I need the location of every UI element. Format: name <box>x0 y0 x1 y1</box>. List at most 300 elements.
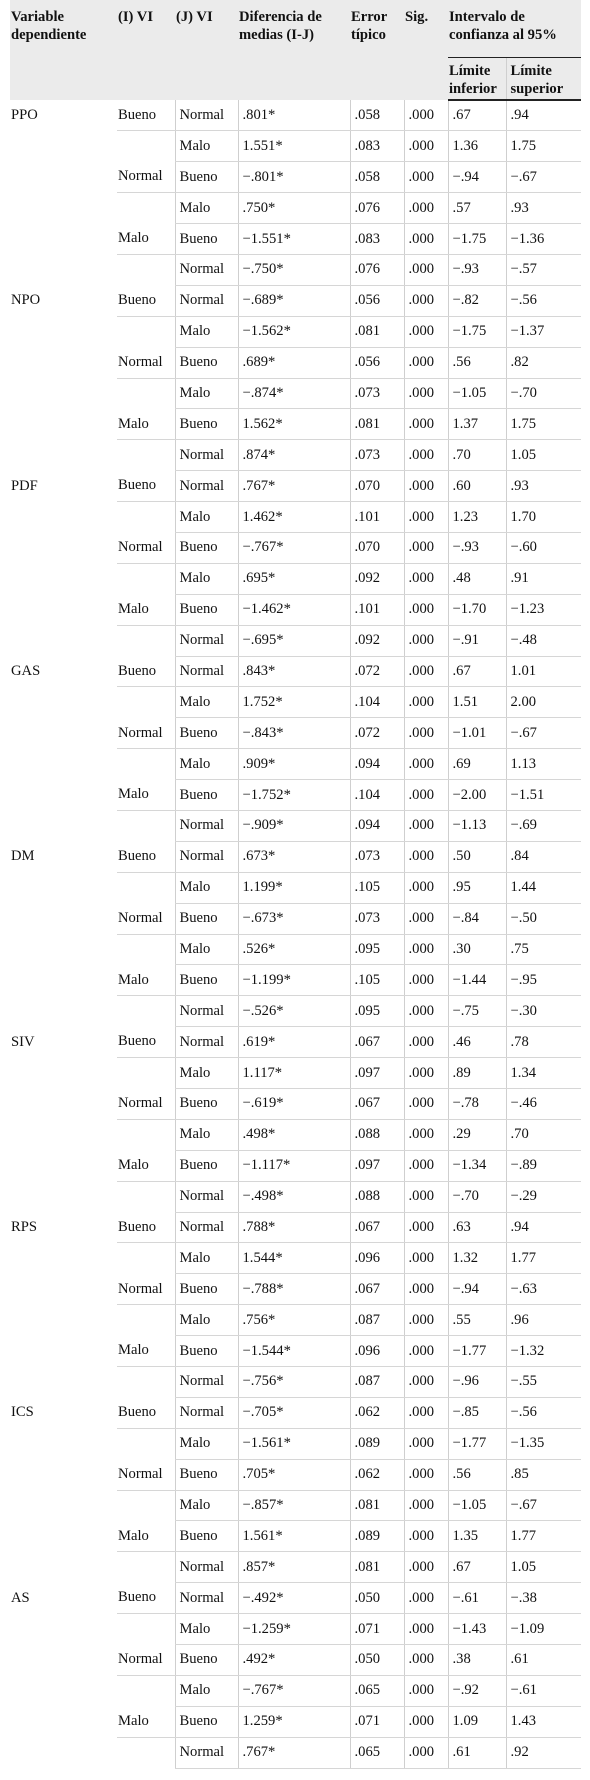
cell-j-vi: Malo <box>175 316 238 347</box>
cell-significance: .000 <box>404 1119 448 1150</box>
cell-significance: .000 <box>404 1181 448 1212</box>
cell-upper-limit: .82 <box>506 347 581 378</box>
cell-standard-error: .081 <box>350 1490 404 1521</box>
cell-i-vi <box>117 502 175 533</box>
cell-j-vi: Normal <box>175 1027 238 1058</box>
cell-lower-limit: −.82 <box>448 285 506 316</box>
cell-variable <box>10 532 117 563</box>
cell-upper-limit: −.30 <box>506 996 581 1027</box>
cell-significance: .000 <box>404 1675 448 1706</box>
cell-j-vi: Malo <box>175 1675 238 1706</box>
cell-mean-difference: −.705* <box>238 1397 350 1428</box>
cell-variable: SIV <box>11 1033 35 1050</box>
table-row <box>10 1243 581 1274</box>
cell-upper-limit: −1.09 <box>506 1614 581 1645</box>
table-row <box>10 224 581 255</box>
cell-i-vi <box>117 1675 175 1706</box>
cell-j-vi: Bueno <box>175 718 238 749</box>
cell-significance: .000 <box>404 1150 448 1181</box>
cell-significance: .000 <box>404 563 448 594</box>
cell-mean-difference: .857* <box>238 1552 350 1583</box>
cell-variable <box>10 378 117 409</box>
cell-significance: .000 <box>404 594 448 625</box>
table-row <box>10 471 581 502</box>
cell-significance: .000 <box>404 718 448 749</box>
cell-mean-difference: −.857* <box>238 1490 350 1521</box>
cell-mean-difference: 1.544* <box>238 1243 350 1274</box>
cell-upper-limit: −.67 <box>506 1490 581 1521</box>
cell-upper-limit: 1.05 <box>506 440 581 471</box>
cell-lower-limit: .29 <box>448 1119 506 1150</box>
cell-lower-limit: 1.37 <box>448 409 506 440</box>
cell-upper-limit: .84 <box>506 841 581 872</box>
cell-lower-limit: .38 <box>448 1645 506 1676</box>
cell-j-vi: Normal <box>175 656 238 687</box>
cell-standard-error: .104 <box>350 780 404 811</box>
table-row <box>10 1274 581 1305</box>
cell-lower-limit: .67 <box>448 100 506 131</box>
cell-mean-difference: .498* <box>238 1119 350 1150</box>
cell-lower-limit: −1.75 <box>448 224 506 255</box>
cell-i-vi: Malo <box>117 409 175 440</box>
cell-j-vi: Bueno <box>175 594 238 625</box>
cell-mean-difference: .767* <box>238 471 350 502</box>
cell-i-vi <box>117 131 175 162</box>
cell-significance: .000 <box>404 1397 448 1428</box>
table-row <box>10 347 581 378</box>
cell-variable <box>10 718 117 749</box>
table-row <box>10 378 581 409</box>
table-row <box>10 1305 581 1336</box>
cell-variable <box>10 502 117 533</box>
cell-i-vi <box>117 1552 175 1583</box>
table-body <box>10 100 581 1768</box>
cell-significance: .000 <box>404 625 448 656</box>
cell-upper-limit: 1.70 <box>506 502 581 533</box>
cell-lower-limit: −1.70 <box>448 594 506 625</box>
cell-lower-limit: −.91 <box>448 625 506 656</box>
cell-mean-difference: .801* <box>238 100 350 131</box>
cell-i-vi <box>117 996 175 1027</box>
cell-mean-difference: −.526* <box>238 996 350 1027</box>
cell-upper-limit: −1.35 <box>506 1428 581 1459</box>
cell-lower-limit: .50 <box>448 841 506 872</box>
cell-significance: .000 <box>404 1367 448 1398</box>
cell-standard-error: .072 <box>350 718 404 749</box>
cell-lower-limit: 1.51 <box>448 687 506 718</box>
cell-standard-error: .050 <box>350 1645 404 1676</box>
table-row <box>10 285 581 316</box>
cell-i-vi <box>117 378 175 409</box>
cell-upper-limit: −.67 <box>506 718 581 749</box>
cell-i-vi <box>117 934 175 965</box>
cell-significance: .000 <box>404 378 448 409</box>
cell-standard-error: .097 <box>350 1150 404 1181</box>
cell-j-vi: Malo <box>175 1058 238 1089</box>
cell-standard-error: .065 <box>350 1737 404 1768</box>
cell-j-vi: Normal <box>175 1552 238 1583</box>
cell-j-vi: Bueno <box>175 1336 238 1367</box>
cell-j-vi: Normal <box>175 440 238 471</box>
cell-variable <box>10 810 117 841</box>
cell-upper-limit: 2.00 <box>506 687 581 718</box>
table-row <box>10 1521 581 1552</box>
cell-variable <box>10 224 117 255</box>
cell-i-vi <box>117 1367 175 1398</box>
cell-standard-error: .092 <box>350 625 404 656</box>
cell-j-vi: Bueno <box>175 224 238 255</box>
cell-j-vi: Normal <box>175 1212 238 1243</box>
table-row <box>10 625 581 656</box>
cell-i-vi <box>117 810 175 841</box>
cell-lower-limit: −1.43 <box>448 1614 506 1645</box>
cell-i-vi <box>117 687 175 718</box>
cell-mean-difference: .909* <box>238 749 350 780</box>
cell-upper-limit: 1.34 <box>506 1058 581 1089</box>
cell-variable: DM <box>11 848 35 865</box>
cell-upper-limit: .70 <box>506 1119 581 1150</box>
cell-i-vi: Bueno <box>117 1583 175 1614</box>
cell-standard-error: .094 <box>350 749 404 780</box>
cell-upper-limit: .85 <box>506 1459 581 1490</box>
cell-significance: .000 <box>404 872 448 903</box>
cell-j-vi: Normal <box>175 1181 238 1212</box>
cell-significance: .000 <box>404 162 448 193</box>
cell-standard-error: .062 <box>350 1397 404 1428</box>
table-row <box>10 1583 581 1614</box>
cell-lower-limit: 1.36 <box>448 131 506 162</box>
table-row <box>10 903 581 934</box>
cell-i-vi: Malo <box>117 1521 175 1552</box>
cell-standard-error: .056 <box>350 285 404 316</box>
table-row <box>10 656 581 687</box>
cell-significance: .000 <box>404 100 448 131</box>
cell-significance: .000 <box>404 285 448 316</box>
cell-upper-limit: .78 <box>506 1027 581 1058</box>
cell-j-vi: Malo <box>175 1490 238 1521</box>
cell-lower-limit: .61 <box>448 1737 506 1768</box>
cell-variable <box>10 347 117 378</box>
cell-upper-limit: 1.75 <box>506 131 581 162</box>
cell-i-vi: Normal <box>117 347 175 378</box>
cell-upper-limit: 1.01 <box>506 656 581 687</box>
cell-upper-limit: .91 <box>506 563 581 594</box>
cell-significance: .000 <box>404 1212 448 1243</box>
cell-upper-limit: −1.36 <box>506 224 581 255</box>
cell-significance: .000 <box>404 1428 448 1459</box>
cell-lower-limit: −1.05 <box>448 1490 506 1521</box>
cell-lower-limit: .67 <box>448 1552 506 1583</box>
table-row <box>10 1336 581 1367</box>
cell-variable <box>10 625 117 656</box>
cell-standard-error: .062 <box>350 1459 404 1490</box>
cell-mean-difference: −1.544* <box>238 1336 350 1367</box>
cell-upper-limit: 1.75 <box>506 409 581 440</box>
cell-upper-limit: 1.05 <box>506 1552 581 1583</box>
cell-variable: PDF <box>11 477 38 494</box>
cell-variable <box>10 1490 117 1521</box>
cell-j-vi: Normal <box>175 254 238 285</box>
cell-mean-difference: −.767* <box>238 1675 350 1706</box>
cell-j-vi: Bueno <box>175 162 238 193</box>
cell-variable: NPO <box>11 292 41 309</box>
cell-j-vi: Normal <box>175 1737 238 1768</box>
cell-i-vi <box>117 1737 175 1768</box>
cell-upper-limit: −.56 <box>506 1397 581 1428</box>
cell-significance: .000 <box>404 1737 448 1768</box>
cell-i-vi: Malo <box>117 1706 175 1737</box>
cell-mean-difference: .689* <box>238 347 350 378</box>
cell-i-vi <box>117 749 175 780</box>
cell-lower-limit: .70 <box>448 440 506 471</box>
cell-variable <box>10 1521 117 1552</box>
cell-variable <box>10 1181 117 1212</box>
table-row <box>10 594 581 625</box>
header-upper-limit: Límite superior <box>506 57 581 100</box>
table-row <box>10 996 581 1027</box>
table-row <box>10 1150 581 1181</box>
table-row <box>10 440 581 471</box>
cell-upper-limit: −.46 <box>506 1089 581 1120</box>
cell-j-vi: Malo <box>175 1243 238 1274</box>
cell-j-vi: Malo <box>175 378 238 409</box>
table-row <box>10 1119 581 1150</box>
table-row <box>10 1645 581 1676</box>
cell-mean-difference: −.909* <box>238 810 350 841</box>
cell-standard-error: .104 <box>350 687 404 718</box>
cell-lower-limit: −1.44 <box>448 965 506 996</box>
cell-upper-limit: −.69 <box>506 810 581 841</box>
cell-j-vi: Bueno <box>175 1521 238 1552</box>
cell-significance: .000 <box>404 471 448 502</box>
cell-standard-error: .089 <box>350 1428 404 1459</box>
cell-upper-limit: −1.32 <box>506 1336 581 1367</box>
cell-variable <box>10 996 117 1027</box>
header-i-vi: (I) VI <box>117 0 175 100</box>
cell-standard-error: .073 <box>350 440 404 471</box>
header-lower-limit: Límite inferior <box>448 57 506 100</box>
cell-standard-error: .081 <box>350 409 404 440</box>
cell-lower-limit: −1.13 <box>448 810 506 841</box>
cell-standard-error: .088 <box>350 1119 404 1150</box>
cell-lower-limit: −1.05 <box>448 378 506 409</box>
cell-significance: .000 <box>404 316 448 347</box>
cell-variable <box>10 903 117 934</box>
cell-variable <box>10 1459 117 1490</box>
cell-mean-difference: −.788* <box>238 1274 350 1305</box>
cell-j-vi: Bueno <box>175 1459 238 1490</box>
cell-standard-error: .073 <box>350 378 404 409</box>
cell-upper-limit: .61 <box>506 1645 581 1676</box>
cell-i-vi: Normal <box>117 1645 175 1676</box>
cell-significance: .000 <box>404 532 448 563</box>
cell-mean-difference: −.750* <box>238 254 350 285</box>
cell-i-vi: Normal <box>117 1459 175 1490</box>
cell-i-vi: Bueno <box>117 1212 175 1243</box>
cell-lower-limit: −.84 <box>448 903 506 934</box>
cell-variable <box>10 131 117 162</box>
cell-significance: .000 <box>404 347 448 378</box>
table-row <box>10 502 581 533</box>
header-mean-difference: Diferencia de medias (I-J) <box>238 0 350 100</box>
cell-upper-limit: −.95 <box>506 965 581 996</box>
cell-lower-limit: 1.23 <box>448 502 506 533</box>
table-row <box>10 1212 581 1243</box>
cell-j-vi: Bueno <box>175 1645 238 1676</box>
header-confidence-interval: Intervalo de confianza al 95% <box>448 0 581 57</box>
cell-standard-error: .071 <box>350 1706 404 1737</box>
cell-variable: ICS <box>11 1404 34 1421</box>
cell-standard-error: .065 <box>350 1675 404 1706</box>
table-row <box>10 532 581 563</box>
cell-upper-limit: −.55 <box>506 1367 581 1398</box>
cell-i-vi <box>117 1058 175 1089</box>
cell-mean-difference: −.673* <box>238 903 350 934</box>
cell-upper-limit: −1.51 <box>506 780 581 811</box>
table-row <box>10 934 581 965</box>
cell-mean-difference: 1.561* <box>238 1521 350 1552</box>
cell-mean-difference: −.756* <box>238 1367 350 1398</box>
cell-variable <box>10 1243 117 1274</box>
cell-j-vi: Malo <box>175 934 238 965</box>
cell-i-vi: Bueno <box>117 1027 175 1058</box>
cell-lower-limit: .56 <box>448 1459 506 1490</box>
table-row <box>10 1058 581 1089</box>
cell-mean-difference: 1.752* <box>238 687 350 718</box>
cell-significance: .000 <box>404 440 448 471</box>
cell-significance: .000 <box>404 131 448 162</box>
cell-j-vi: Bueno <box>175 965 238 996</box>
cell-variable <box>10 594 117 625</box>
cell-mean-difference: −1.562* <box>238 316 350 347</box>
cell-j-vi: Normal <box>175 285 238 316</box>
cell-upper-limit: −.63 <box>506 1274 581 1305</box>
cell-lower-limit: −.93 <box>448 254 506 285</box>
cell-lower-limit: .46 <box>448 1027 506 1058</box>
cell-lower-limit: −2.00 <box>448 780 506 811</box>
cell-mean-difference: −1.551* <box>238 224 350 255</box>
cell-j-vi: Bueno <box>175 1706 238 1737</box>
cell-i-vi <box>117 440 175 471</box>
cell-standard-error: .081 <box>350 1552 404 1583</box>
cell-standard-error: .092 <box>350 563 404 594</box>
cell-j-vi: Bueno <box>175 1274 238 1305</box>
cell-lower-limit: −.61 <box>448 1583 506 1614</box>
cell-i-vi <box>117 254 175 285</box>
cell-i-vi: Malo <box>117 594 175 625</box>
cell-variable <box>10 1150 117 1181</box>
cell-significance: .000 <box>404 1274 448 1305</box>
cell-significance: .000 <box>404 1243 448 1274</box>
cell-variable <box>10 440 117 471</box>
cell-j-vi: Normal <box>175 625 238 656</box>
cell-variable <box>10 316 117 347</box>
cell-j-vi: Malo <box>175 1428 238 1459</box>
table-row <box>10 1490 581 1521</box>
cell-significance: .000 <box>404 810 448 841</box>
cell-upper-limit: 1.13 <box>506 749 581 780</box>
cell-mean-difference: 1.199* <box>238 872 350 903</box>
cell-upper-limit: −.48 <box>506 625 581 656</box>
cell-j-vi: Normal <box>175 100 238 131</box>
cell-variable <box>10 749 117 780</box>
cell-j-vi: Malo <box>175 687 238 718</box>
cell-significance: .000 <box>404 1583 448 1614</box>
cell-significance: .000 <box>404 1645 448 1676</box>
cell-standard-error: .050 <box>350 1583 404 1614</box>
cell-standard-error: .067 <box>350 1089 404 1120</box>
cell-i-vi <box>117 1614 175 1645</box>
cell-standard-error: .095 <box>350 996 404 1027</box>
cell-standard-error: .096 <box>350 1336 404 1367</box>
cell-variable <box>10 687 117 718</box>
cell-i-vi <box>117 625 175 656</box>
cell-mean-difference: .756* <box>238 1305 350 1336</box>
cell-variable <box>10 934 117 965</box>
cell-mean-difference: −1.462* <box>238 594 350 625</box>
cell-mean-difference: .492* <box>238 1645 350 1676</box>
cell-lower-limit: −.70 <box>448 1181 506 1212</box>
cell-variable <box>10 872 117 903</box>
table-row <box>10 1428 581 1459</box>
cell-lower-limit: .30 <box>448 934 506 965</box>
cell-lower-limit: −1.75 <box>448 316 506 347</box>
cell-i-vi: Bueno <box>117 471 175 502</box>
cell-i-vi: Bueno <box>117 100 175 131</box>
cell-i-vi <box>117 872 175 903</box>
cell-j-vi: Malo <box>175 1119 238 1150</box>
table-row <box>10 1027 581 1058</box>
cell-significance: .000 <box>404 1521 448 1552</box>
cell-variable <box>10 965 117 996</box>
cell-lower-limit: −1.77 <box>448 1428 506 1459</box>
cell-mean-difference: −1.561* <box>238 1428 350 1459</box>
cell-lower-limit: .57 <box>448 193 506 224</box>
cell-mean-difference: .874* <box>238 440 350 471</box>
cell-i-vi: Bueno <box>117 1397 175 1428</box>
cell-standard-error: .067 <box>350 1027 404 1058</box>
cell-upper-limit: 1.44 <box>506 872 581 903</box>
cell-j-vi: Malo <box>175 1305 238 1336</box>
cell-i-vi <box>117 1428 175 1459</box>
cell-variable <box>10 1675 117 1706</box>
table-row <box>10 1181 581 1212</box>
cell-mean-difference: −.695* <box>238 625 350 656</box>
cell-upper-limit: 1.77 <box>506 1243 581 1274</box>
cell-variable <box>10 1058 117 1089</box>
cell-standard-error: .067 <box>350 1274 404 1305</box>
cell-j-vi: Normal <box>175 1367 238 1398</box>
cell-variable: GAS <box>11 662 41 679</box>
cell-variable <box>10 409 117 440</box>
cell-variable <box>10 1367 117 1398</box>
cell-j-vi: Bueno <box>175 532 238 563</box>
cell-variable <box>10 1089 117 1120</box>
cell-i-vi <box>117 1305 175 1336</box>
cell-lower-limit: .67 <box>448 656 506 687</box>
cell-variable: AS <box>11 1589 30 1606</box>
cell-lower-limit: 1.09 <box>448 1706 506 1737</box>
table-row <box>10 563 581 594</box>
cell-i-vi: Normal <box>117 162 175 193</box>
cell-standard-error: .087 <box>350 1305 404 1336</box>
cell-upper-limit: −.61 <box>506 1675 581 1706</box>
cell-variable <box>10 780 117 811</box>
cell-i-vi: Bueno <box>117 285 175 316</box>
header-significance: Sig. <box>404 0 448 100</box>
cell-i-vi: Normal <box>117 1274 175 1305</box>
cell-mean-difference: .619* <box>238 1027 350 1058</box>
